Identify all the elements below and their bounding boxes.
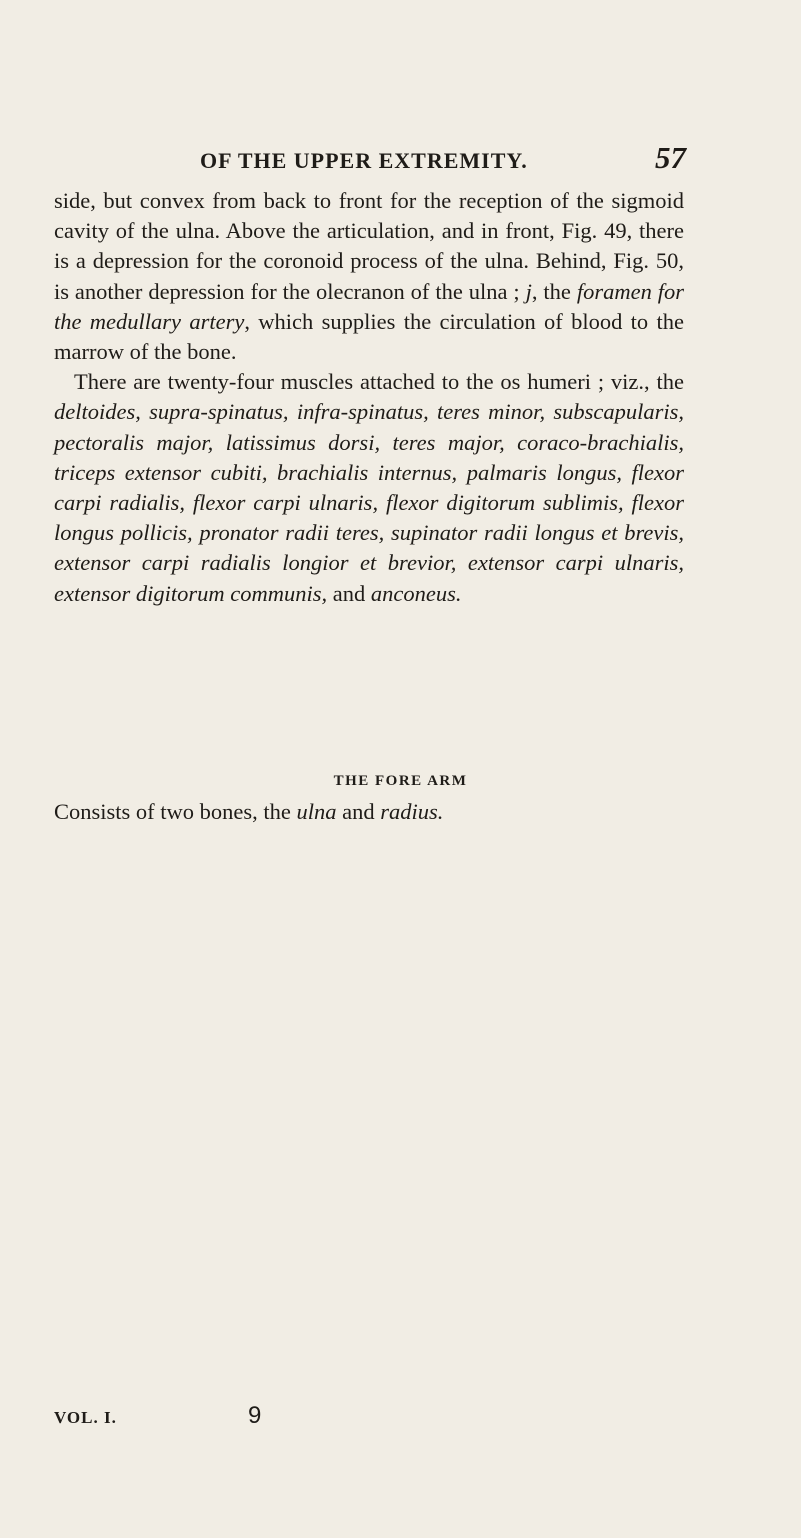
paragraph-humerus-end [54,186,684,367]
anconeus-term: anconeus. [370,580,462,606]
paragraph-1-text-3: , which supplies the circulation of blood to the marrow of the bone. [54,308,684,365]
signature-mark: 9 [248,1402,262,1429]
running-title: OF THE UPPER EXTREMITY. [200,148,528,173]
page-number: 57 [655,140,686,175]
ulna-term: ulna [296,799,337,824]
volume-label: VOL. I. [54,1408,117,1427]
paragraph-1-text-1: side, but convex from back to front for the reception of the sigmoid cavity of the ulna. Above the articulation, and in front, Fig. 49, there is a depression for the coronoid process of the ulna. Behind, Fig. 50, is another depression for the olecranon of the ulna ; [54,188,684,304]
radius-term: radius. [380,799,444,824]
paragraph-muscles [54,367,684,609]
foramen-term: foramen for the medullary artery [54,278,685,334]
muscle-list: deltoides, supra-spinatus, infra-spinatus, teres minor, subscapularis, pectoralis major, latissimus dorsi, teres major, coraco-brachialis, triceps extensor cubiti, brachialis internus, palmaris longus, flexor carpi radialis, flexor carpi ulnaris, flexor digitorum sublimis, flexor longus pollicis, pronator radii teres, supinator radii longus et brevis, extensor carpi radialis longior et brevior, extensor carpi ulnaris, extensor digitorum communis, [54,399,684,606]
paragraph-1-text-2: , the [531,278,577,304]
section-text-1: Consists of two bones, the [54,799,297,824]
section-and: and [336,799,381,824]
paragraph-2-intro: There are twenty-four muscles attached to the os humeri ; viz., the [74,369,684,395]
section-heading: THE FORE ARM [333,773,468,789]
running-header [200,140,686,188]
body-text [54,186,684,609]
paragraph-2-and: and [327,580,371,606]
letter-j: j [525,278,532,304]
section-text [54,797,684,827]
